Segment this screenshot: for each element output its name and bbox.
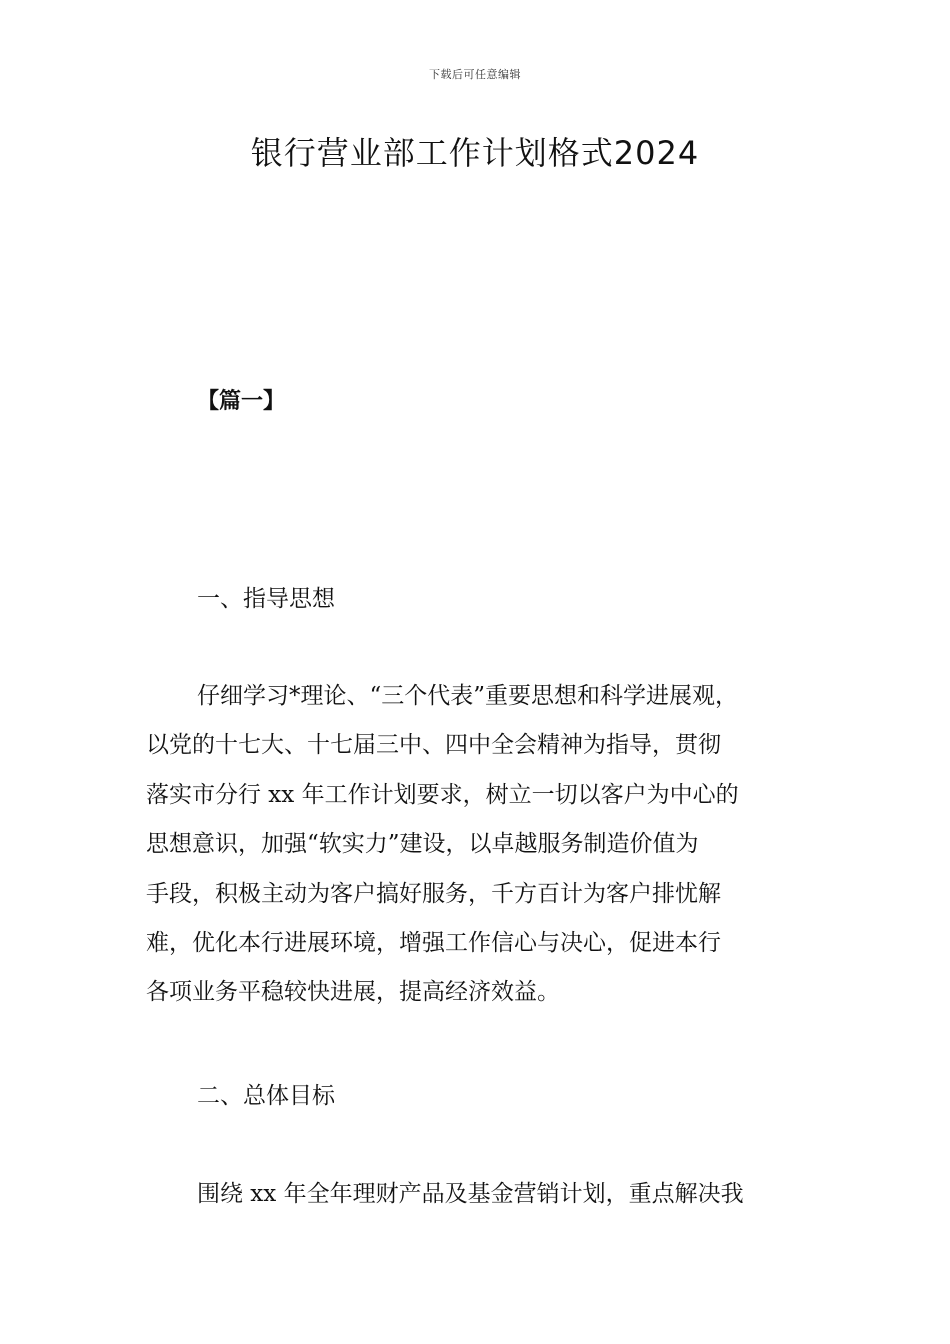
document-title: 银行营业部工作计划格式2024 xyxy=(250,134,700,172)
paragraph-line: 落实市分行 xx 年工作计划要求，树立一切以客户为中心的 xyxy=(146,781,739,808)
paragraph-line: 仔细学习*理论、“三个代表”重要思想和科学进展观， xyxy=(197,683,739,709)
header-note: 下载后可任意编辑 xyxy=(429,68,521,81)
paragraph-line: 手段，积极主动为客户搞好服务，千方百计为客户排忧解 xyxy=(146,880,721,907)
section-paragraph-overall-goal xyxy=(146,1170,826,1219)
paragraph-line: 难，优化本行进展环境，增强工作信心与决心，促进本行 xyxy=(146,930,721,957)
paragraph-line: 围绕 xx 年全年理财产品及基金营销计划，重点解决我 xyxy=(197,1181,744,1207)
paragraph-line: 思想意识，加强“软实力”建设，以卓越服务制造价值为 xyxy=(146,831,699,858)
section-heading-overall-goal: 二、总体目标 xyxy=(197,1083,335,1109)
paragraph-line: 各项业务平稳较快进展，提高经济效益。 xyxy=(146,979,560,1006)
section-paragraph-guiding-ideology xyxy=(146,672,826,1018)
section-tag: 【篇一】 xyxy=(197,389,286,414)
paragraph-line: 以党的十七大、十七届三中、四中全会精神为指导，贯彻 xyxy=(146,732,721,759)
section-heading-guiding-ideology: 一、指导思想 xyxy=(197,586,335,612)
